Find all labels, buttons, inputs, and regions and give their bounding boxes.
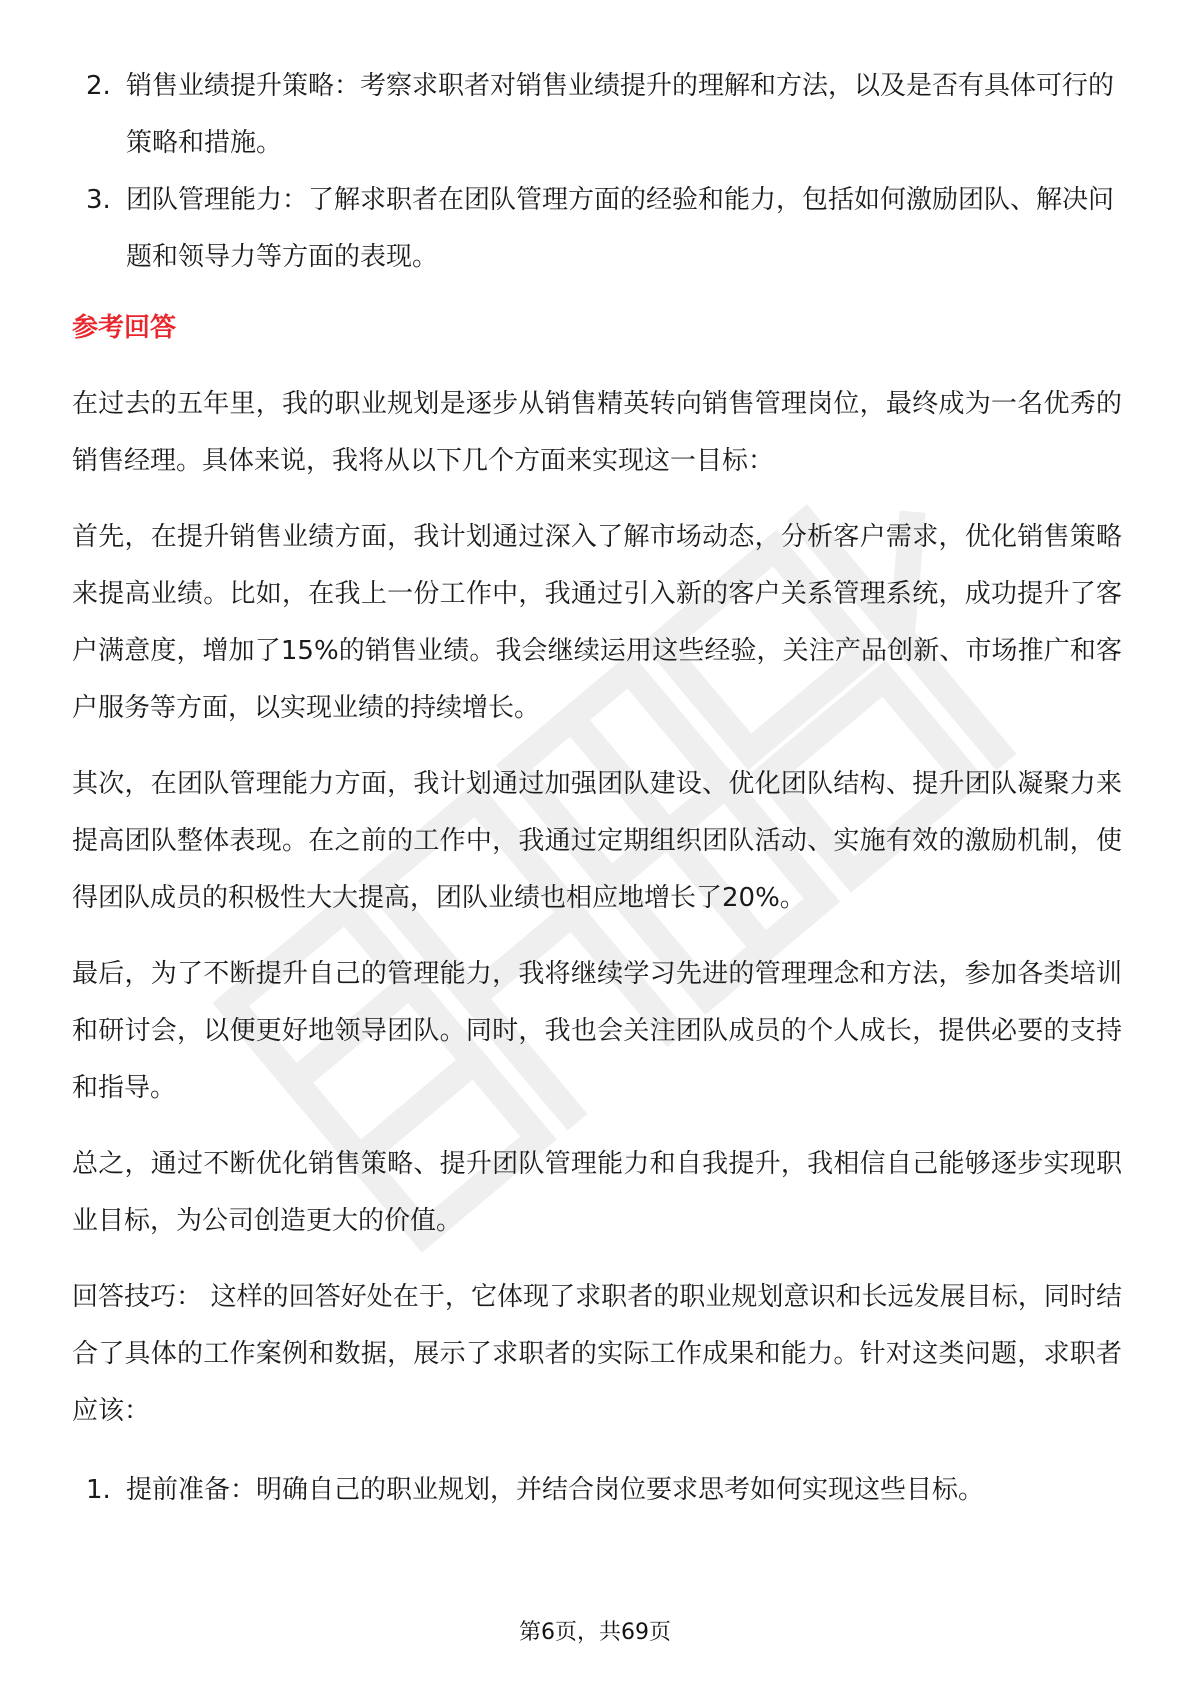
answer-paragraph: 最后，为了不断提升自己的管理能力，我将继续学习先进的管理理念和方法，参加各类培训和研讨会，以便更好地领导团队。同时，我也会关注团队成员的个人成长，提供必要的支持和指导。 (72, 959, 1122, 1103)
section-title: 参考回答 (72, 313, 177, 343)
list-item (72, 1462, 1122, 1519)
list-item-number: 3. (86, 185, 111, 215)
page-number-footer: 第6页，共69页 (519, 1620, 671, 1645)
list-item-number: 1. (86, 1475, 111, 1505)
list-item (72, 58, 1122, 172)
answer-paragraph: 其次，在团队管理能力方面，我计划通过加强团队建设、优化团队结构、提升团队凝聚力来提高团队整体表现。在之前的工作中，我通过定期组织团队活动、实施有效的激励机制，使得团队成员的积极性大大提高，团队业绩也相应地增长了20%。 (72, 769, 1122, 913)
answer-paragraph: 在过去的五年里，我的职业规划是逐步从销售精英转向销售管理岗位，最终成为一名优秀的销售经理。具体来说，我将从以下几个方面来实现这一目标： (72, 389, 1122, 476)
list-item (72, 172, 1122, 286)
tips-paragraph: 回答技巧： 这样的回答好处在于，它体现了求职者的职业规划意识和长远发展目标，同时结合了具体的工作案例和数据，展示了求职者的实际工作成果和能力。针对这类问题，求职者应该： (72, 1282, 1122, 1426)
criteria-list (72, 58, 1122, 286)
tips-list (72, 1462, 1122, 1519)
list-item-text: 团队管理能力：了解求职者在团队管理方面的经验和能力，包括如何激励团队、解决问题和领导力等方面的表现。 (126, 185, 1115, 272)
list-item-text: 提前准备：明确自己的职业规划，并结合岗位要求思考如何实现这些目标。 (126, 1475, 985, 1505)
document-body (72, 58, 1122, 1519)
answer-paragraph: 首先，在提升销售业绩方面，我计划通过深入了解市场动态，分析客户需求，优化销售策略来提高业绩。比如，在我上一份工作中，我通过引入新的客户关系管理系统，成功提升了客户满意度，增加了15%的销售业绩。我会继续运用这些经验，关注产品创新、市场推广和客户服务等方面，以实现业绩的持续增长。 (72, 522, 1122, 723)
answer-paragraph: 总之，通过不断优化销售策略、提升团队管理能力和自我提升，我相信自己能够逐步实现职业目标，为公司创造更大的价值。 (72, 1149, 1122, 1236)
list-item-number: 2. (86, 71, 111, 101)
list-item-text: 销售业绩提升策略：考察求职者对销售业绩提升的理解和方法，以及是否有具体可行的策略和措施。 (126, 71, 1115, 158)
